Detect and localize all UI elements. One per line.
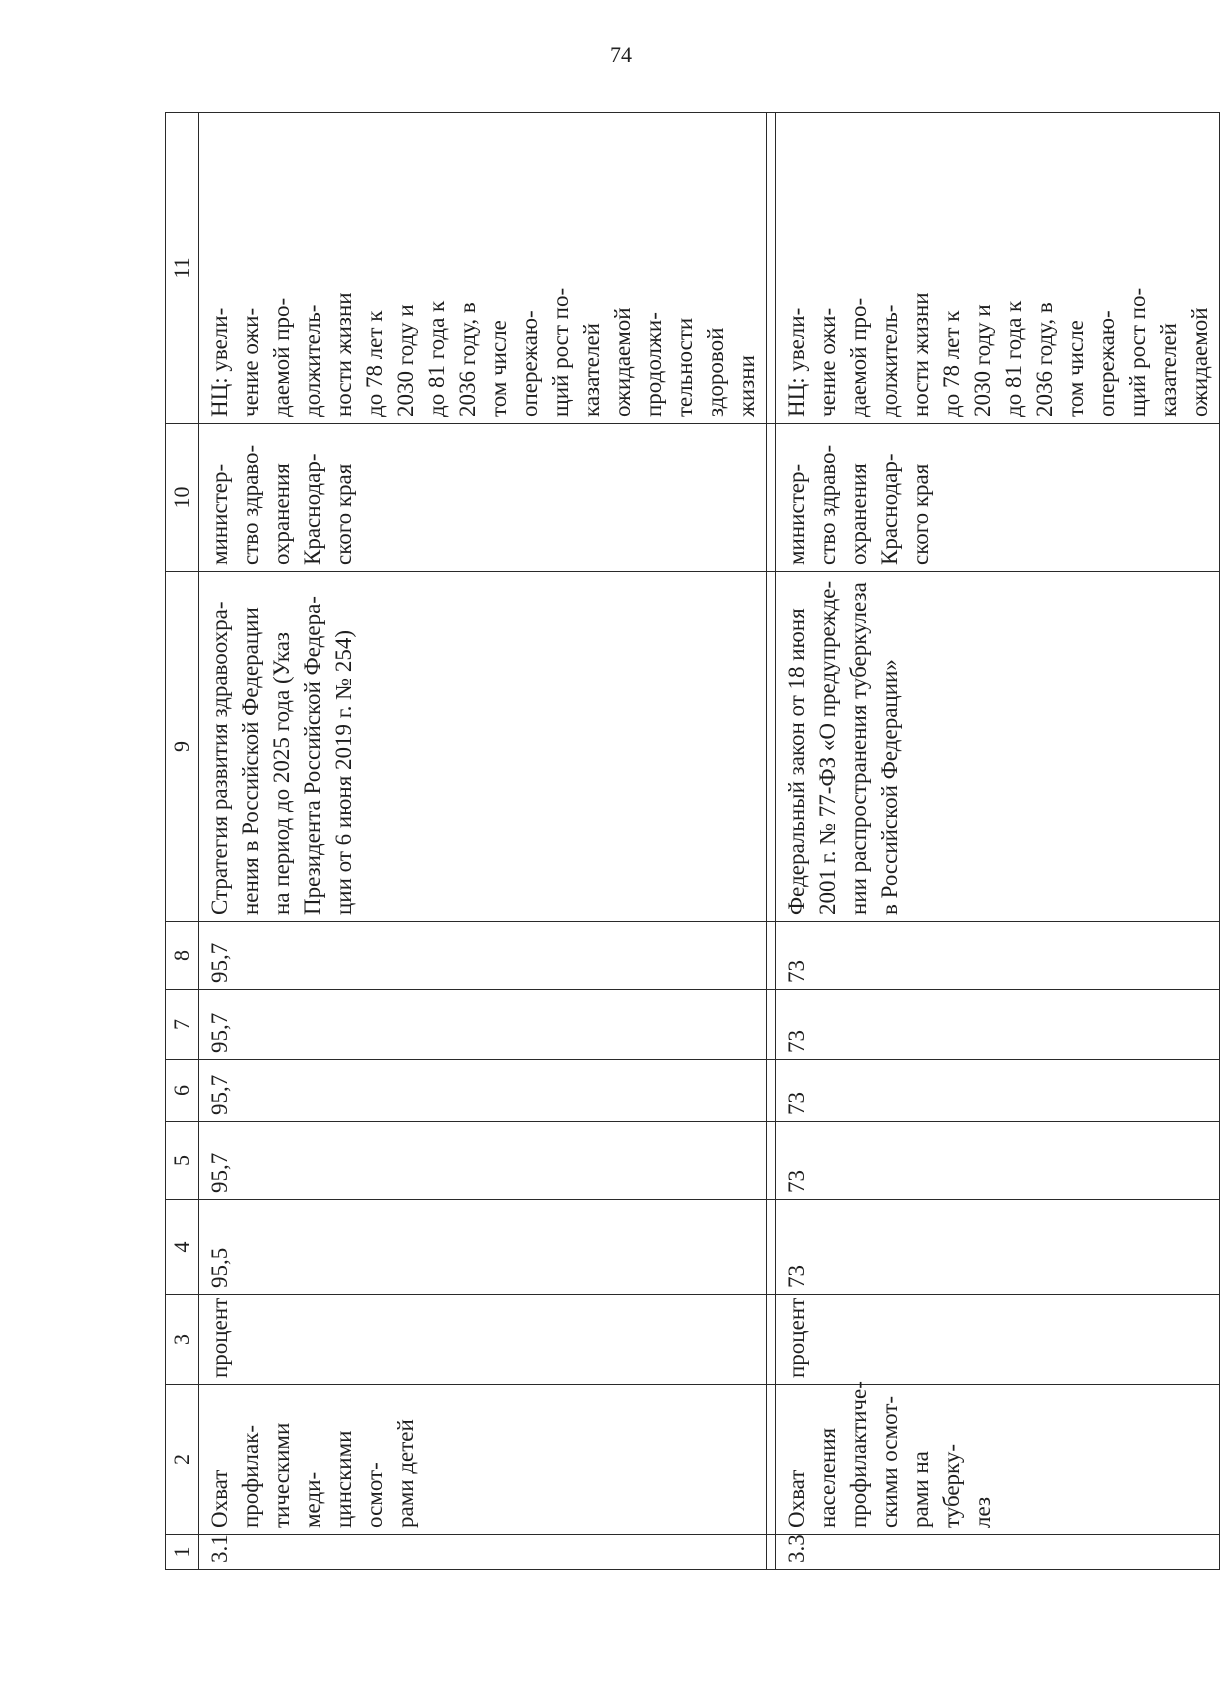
value-col-7: 73: [776, 990, 1220, 1060]
column-header: 5: [166, 1122, 199, 1200]
separator-cell: [767, 1200, 776, 1295]
column-header: 1: [166, 1535, 199, 1570]
column-header: 4: [166, 1200, 199, 1295]
table-row-3-3: [776, 113, 1220, 1570]
column-header: 3: [166, 1295, 199, 1385]
responsible-body: министер- ство здраво- охранения Краснодар- ского края: [776, 424, 1220, 572]
responsible-body: министер- ство здраво- охранения Краснодар- ского края: [199, 424, 767, 572]
row-number: 3.3: [776, 1535, 1220, 1570]
column-header: 10: [166, 424, 199, 572]
value-col-6: 73: [776, 1060, 1220, 1122]
separator-cell: [767, 1122, 776, 1200]
row-number: 3.1: [199, 1535, 767, 1570]
separator-cell: [767, 1060, 776, 1122]
value-col-8: 73: [776, 922, 1220, 990]
separator-cell: [767, 1535, 776, 1570]
column-header: 8: [166, 922, 199, 990]
page-number: 74: [610, 42, 632, 67]
value-col-4: 95,5: [199, 1200, 767, 1295]
column-header: 6: [166, 1060, 199, 1122]
value-col-6: 95,7: [199, 1060, 767, 1122]
value-col-5: 73: [776, 1122, 1220, 1200]
unit: процент: [199, 1295, 767, 1385]
separator-cell: [767, 424, 776, 572]
column-header: 9: [166, 572, 199, 922]
legal-basis: Федеральный закон от 18 июня 2001 г. № 77-ФЗ «О предупрежде- нии распространения туберкулеза в Российской Федерации»: [776, 572, 1220, 922]
column-header: 11: [166, 113, 199, 424]
value-col-7: 95,7: [199, 990, 767, 1060]
value-col-5: 95,7: [199, 1122, 767, 1200]
legal-basis: Стратегия развития здравоохра- нения в Российской Федерации на период до 2025 года (Указ Президента Российской Федера- ции от 6 июня 2019 г. № 254): [199, 572, 767, 922]
separator-cell: [767, 1385, 776, 1535]
indicator-name: Охват населения профилактиче- скими осмот- рами на туберку- лез: [776, 1385, 1220, 1535]
column-header: 7: [166, 990, 199, 1060]
separator-cell: [767, 990, 776, 1060]
separator-cell: [767, 1295, 776, 1385]
separator-row: [767, 113, 776, 1570]
unit: процент: [776, 1295, 1220, 1385]
column-header: 2: [166, 1385, 199, 1535]
value-col-4: 73: [776, 1200, 1220, 1295]
column-number-row: [166, 113, 199, 1570]
table-row-3-1: [199, 113, 767, 1570]
national-goal: НЦ: увели- чение ожи- даемой про- должитель- ности жизни до 78 лет к 2030 году и до 81 года к 2036 году, в том числе опережаю- щий рост по- казателей ожидаемой продолжи- тельности здоровой жизни: [199, 113, 767, 424]
separator-cell: [767, 113, 776, 424]
indicator-name: Охват профилак- тическими меди- цинскими осмот- рами детей: [199, 1385, 767, 1535]
separator-cell: [767, 572, 776, 922]
rotated-table-container: [165, 113, 1212, 1570]
separator-cell: [767, 922, 776, 990]
national-goal: НЦ: увели- чение ожи- даемой про- должитель- ности жизни до 78 лет к 2030 году и до 81 года к 2036 году, в том числе опережаю- щий рост по- казателей ожидаемой: [776, 113, 1220, 424]
indicators-table: [165, 112, 1220, 1570]
value-col-8: 95,7: [199, 922, 767, 990]
